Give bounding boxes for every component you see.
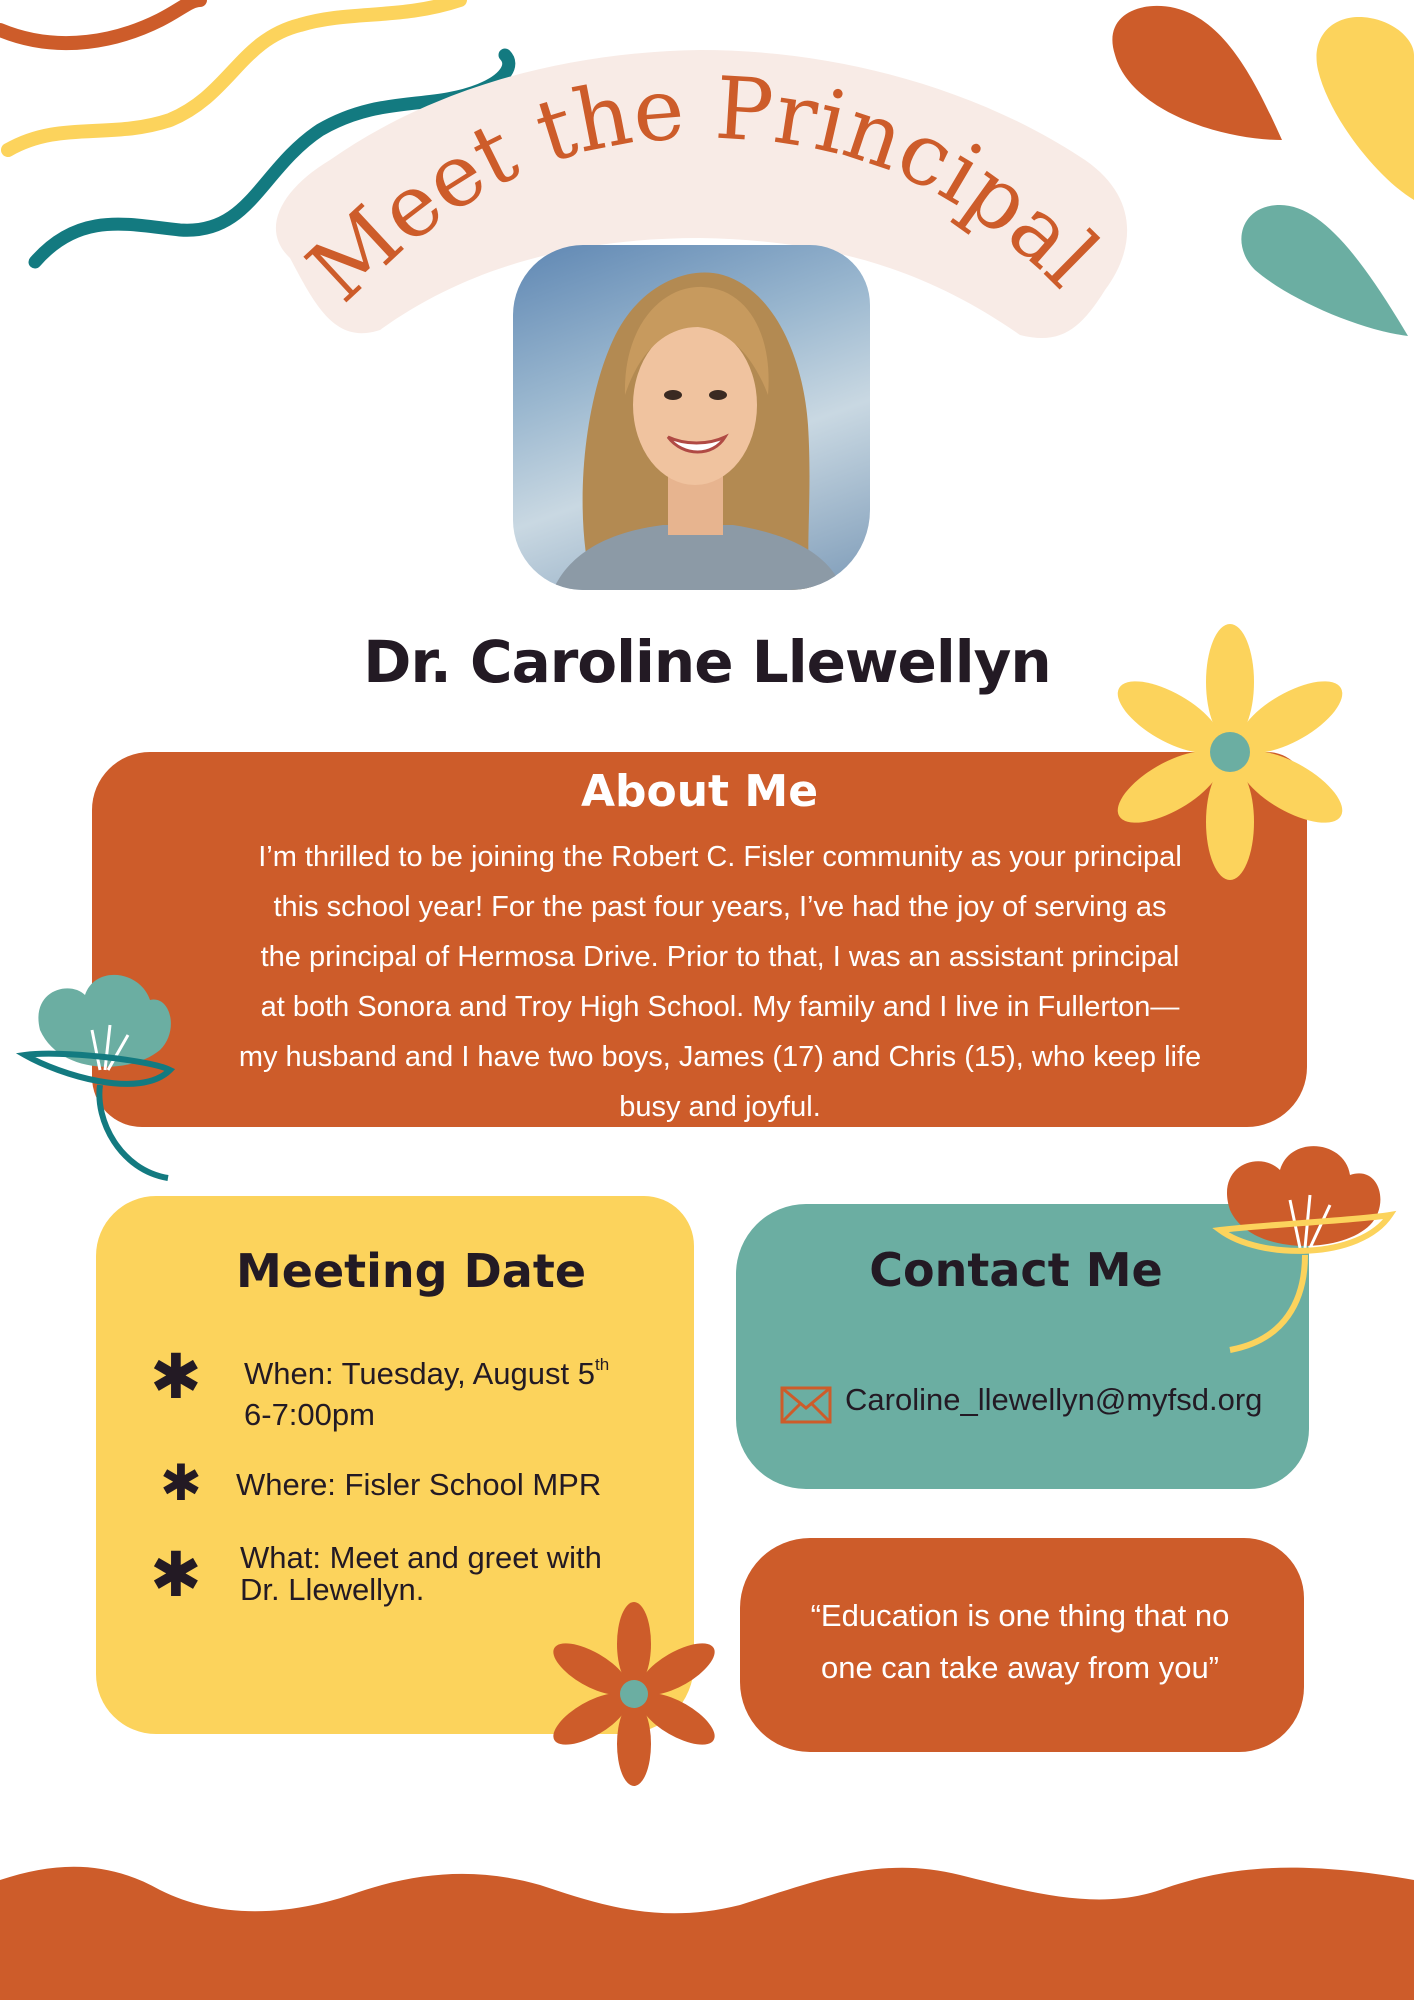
meeting-heading: Meeting Date xyxy=(235,1244,587,1298)
meeting-what-line: What: Meet and greet with xyxy=(240,1540,602,1575)
orange-tulip-icon xyxy=(1220,1146,1390,1350)
about-line: the principal of Hermosa Drive. Prior to that, I was an assistant principal xyxy=(260,941,1180,973)
quote-line: “Education is one thing that no xyxy=(810,1598,1230,1633)
meeting-when-date: When: Tuesday, August 5 xyxy=(244,1356,595,1391)
asterisk-icon: ✱ xyxy=(150,1340,202,1413)
about-line: I’m thrilled to be joining the Robert C. Fisler community as your principal xyxy=(258,841,1182,873)
page-title: Meet the Principal xyxy=(289,58,1117,322)
principal-name: Dr. Caroline Llewellyn xyxy=(363,628,1051,696)
about-line: my husband and I have two boys, James (17) and Chris (15), who keep life xyxy=(238,1041,1202,1073)
orange-flower-icon xyxy=(546,1602,722,1786)
meeting-when-suffix: th xyxy=(594,1355,610,1374)
about-line: busy and joyful. xyxy=(619,1091,821,1123)
quote-line: one can take away from you” xyxy=(820,1650,1220,1685)
contact-heading: Contact Me xyxy=(869,1243,1163,1297)
contact-email[interactable]: Caroline_llewellyn@myfsd.org xyxy=(845,1382,1263,1417)
asterisk-icon: ✱ xyxy=(150,1538,202,1611)
about-line: at both Sonora and Troy High School. My family and I live in Fullerton— xyxy=(260,991,1180,1023)
about-line: this school year! For the past four years, I’ve had the joy of serving as xyxy=(273,891,1167,923)
asterisk-icon: ✱ xyxy=(160,1454,202,1512)
teal-tulip-icon xyxy=(25,975,171,1178)
meeting-time: 6-7:00pm xyxy=(244,1397,375,1432)
meeting-what-line: Dr. Llewellyn. xyxy=(240,1572,425,1607)
about-heading: About Me xyxy=(580,766,819,817)
yellow-flower-icon xyxy=(1107,624,1353,880)
meeting-where: Where: Fisler School MPR xyxy=(236,1467,602,1502)
